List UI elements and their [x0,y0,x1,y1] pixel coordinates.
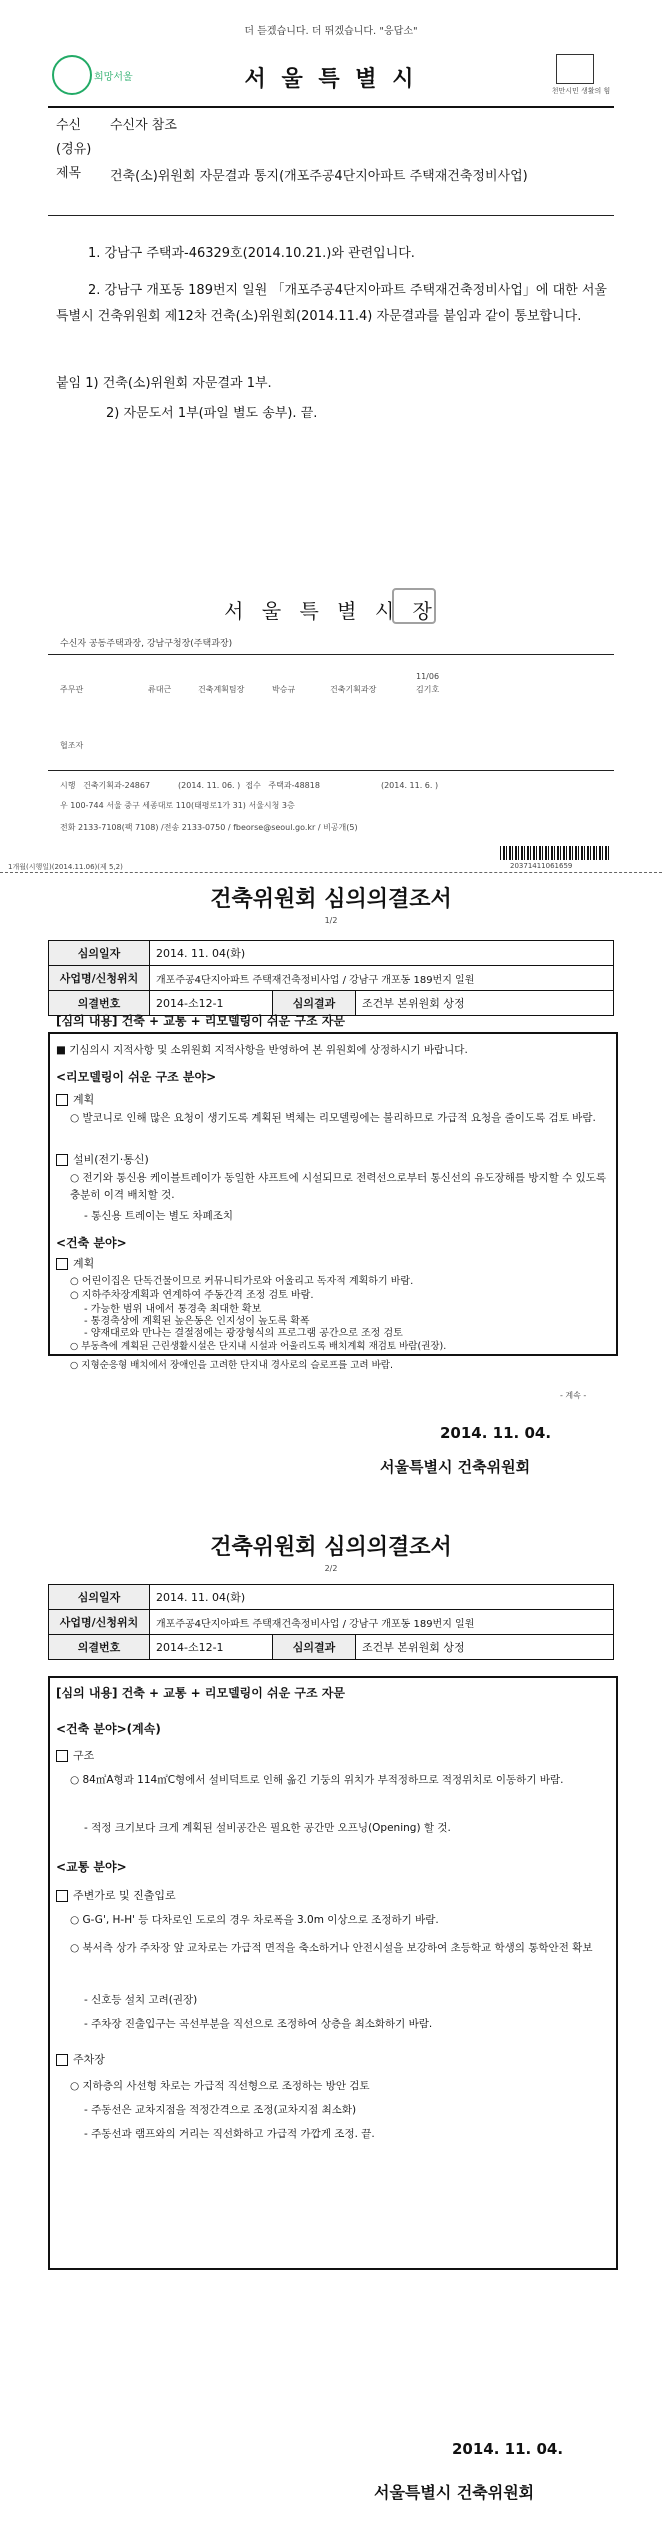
list-item: ○ 지하주차장계획과 연계하여 주동간격 조정 검토 바람. [70,1290,314,1301]
list-item: ○ 지형순응형 배치에서 장애인을 고려한 단지내 경사로의 슬로프를 고려 바람. [70,1360,393,1371]
list-item: ○ 84㎡A형과 114㎡C형에서 설비덕트로 인해 옮긴 기둥의 위치가 부적정하므로 적정위치로 이동하기 바람. [70,1774,564,1786]
table-row [49,1635,614,1660]
cell-value: 2014-소12-1 [150,1635,273,1660]
page2-committee: 서울특별시 건축위원회 [374,2483,535,2502]
barcode-icon [500,846,610,860]
cell-value: 조건부 본위원회 상정 [356,1635,614,1660]
page-divider [0,872,662,873]
sig-rule-2 [48,770,614,771]
staff-role-2: 건축계획팀장 [198,685,245,694]
address-line: 우 100-744 서울 중구 세종대로 110(태평로1가 31) 서울시청 3층 [60,801,295,810]
staff-name-1: 류대근 [148,685,172,694]
cooperator: 협조자 [60,741,84,750]
list-item: ○ 전기와 통신용 케이블트레이가 동일한 샤프트에 시설되므로 전력선으로부터 통신선의 유도장해를 방지할 수 있도록 충분히 이격 배치할 것. [70,1172,607,1201]
cell-label: 심의결과 [273,991,356,1016]
page1-date: 2014. 11. 04. [440,1424,552,1442]
table-row [49,966,614,991]
staff-date: 11/06 [416,672,440,681]
checkbox-icon [56,1890,68,1902]
list-item: - 통경축상에 계획된 높은동은 인지성이 높도록 확폭 [84,1316,310,1327]
table-row [49,1585,614,1610]
recipient: 수신자 참조 [110,118,177,133]
cell-value: 2014. 11. 04(화) [150,941,614,966]
checkbox-icon [56,1258,68,1270]
list-item: - 주차장 진출입구는 곡선부분을 직선으로 조정하여 상층을 최소화하기 바람. [84,2018,433,2030]
list-item: - 적정 크기보다 크게 계획된 설비공간은 필요한 공간만 오프닝(Opening) 할 것. [84,1822,451,1834]
checkbox-icon [56,1750,68,1762]
barcode-id: 20371411061659 [510,862,573,870]
cell-value: 조건부 본위원회 상정 [356,991,614,1016]
page1-intro: ■ 기심의시 지적사항 및 소위원회 지적사항을 반영하여 본 위원회에 상정하시기 바랍니다. [56,1044,468,1056]
org-title: 서 울 특 별 시 [244,67,418,92]
list-item: ○ 북서측 상가 주차장 앞 교차로는 가급적 면적을 축소하거나 안전시설을 보강하여 초등학교 학생의 통학안전 확보 [70,1942,593,1954]
recipients: 수신자 공동주택과장, 강남구청장(주택과장) [60,639,233,649]
list-item: ○ 발코니로 인해 많은 요청이 생기도록 계획된 벽체는 리모델링에는 불리하므로 가급적 요청을 줄이도록 검토 바람. [70,1112,596,1124]
page1-section-heading: <리모델링이 쉬운 구조 분야> [56,1070,217,1084]
list-item: - 양재대로와 만나는 결절점에는 광장형식의 프로그램 공간으로 조정 검토 [84,1328,403,1339]
page2-number: 2/2 [324,1564,338,1573]
staff-name-3: 김기호 [416,685,440,694]
subject-rule [48,215,614,216]
page1-subsection: 계획 [56,1254,94,1274]
page1-subsection: 설비(전기·통신) [56,1150,149,1170]
page1-number: 1/2 [324,916,338,925]
page1-continue: - 계속 - [560,1391,587,1400]
para-2: 2. 강남구 개포동 189번지 일원 「개포주공4단지아파트 주택재건축정비사업」에 대한 서울특별시 건축위원회 제12차 건축(소)위원회(2014.11.4) 자문결과를 붙임과 같이 통보합니다. [56,283,607,324]
page2-info-table [48,1584,614,1660]
cell-label: 사업명/신청위치 [49,1610,150,1635]
motto: 더 듣겠습니다. 더 뛰겠습니다. "응답소" [244,26,418,37]
staff-role-3: 건축기획과장 [330,685,377,694]
right-logo-text: 천만시민 생활의 힘 [551,87,611,95]
staff-name-2: 박승규 [272,685,296,694]
list-item: - 통신용 트레이는 별도 차폐조치 [84,1210,233,1222]
list-item: ○ 부동측에 계획된 근린생활시설은 단지내 시설과 어울리도록 배치계획 재검토 바람(권장). [70,1341,447,1352]
staff-role-1: 주무관 [60,685,84,694]
attachment-2: 2) 자문도서 1부(파일 별도 송부). 끝. [106,406,318,421]
checkbox-icon [56,1094,68,1106]
page2-subsection: 주변가로 및 진출입로 [56,1886,176,1906]
list-item: - 신호등 설치 고려(권장) [84,1994,198,2006]
list-item: ○ 어린이집은 단독건물이므로 커뮤니티가로와 어울리고 독자적 계획하기 바람. [70,1276,414,1287]
via-label: (경유) [56,142,92,157]
sig-rule-1 [48,654,614,655]
city-emblem-icon [556,54,594,84]
cell-label: 심의일자 [49,1585,150,1610]
list-item: ○ G-G', H-H' 등 다차로인 도로의 경우 차로폭을 3.0m 이상으로 조정하기 바람. [70,1914,439,1926]
cell-label: 심의결과 [273,1635,356,1660]
checkbox-icon [56,2054,68,2066]
cell-label: 의결번호 [49,1635,150,1660]
phone-line: 전화 2133-7108(팩 7108) /전송 2133-0750 / fbeorse@seoul.go.kr / 비공개(5) [60,823,358,832]
mayor-seal-icon [392,588,436,624]
table-row [49,1610,614,1635]
subject: 건축(소)위원회 자문결과 통지(개포주공4단지아파트 주택재건축정비사업) [110,169,528,184]
cell-value: 개포주공4단지아파트 주택재건축정비사업 / 강남구 개포동 189번지 일원 [150,966,614,991]
page2-date: 2014. 11. 04. [452,2440,564,2458]
page2-section-heading: <교통 분야> [56,1860,127,1874]
cell-label: 심의일자 [49,941,150,966]
page1-title: 건축위원회 심의의결조서 [210,887,452,912]
page2-subsection: 주차장 [56,2050,105,2070]
page1-subsection: 계획 [56,1090,94,1110]
cell-value: 개포주공4단지아파트 주택재건축정비사업 / 강남구 개포동 189번지 일원 [150,1610,614,1635]
list-item: - 가능한 범위 내에서 통경축 최대한 확보 [84,1304,262,1315]
page2-title: 건축위원회 심의의결조서 [210,1535,452,1560]
cell-value: 2014-소12-1 [150,991,273,1016]
page2-subsection: 구조 [56,1746,94,1766]
letter-rule [48,106,614,108]
footer-id: 1개월(시행일)(2014.11.06)(제 5,2) [8,863,123,871]
cell-value: 2014. 11. 04(화) [150,1585,614,1610]
left-logo-text: 희망서울 [94,72,133,83]
signature-org: 서 울 특 별 시 장 [224,599,438,623]
cell-label: 사업명/신청위치 [49,966,150,991]
list-item: - 주동선과 램프와의 거리는 직선화하고 가급적 가깝게 조정. 끝. [84,2128,375,2140]
list-item: - 주동선은 교차지점을 적정간격으로 조정(교차지점 최소화) [84,2104,357,2116]
cell-label: 의결번호 [49,991,150,1016]
page2-section-heading: <건축 분야>(계속) [56,1722,161,1736]
enforce-line: 시행 건축기획과-24867 (2014. 11. 06. ) 접수 주택과-48818 (2014. 11. 6. ) [60,781,439,790]
subject-label: 제목 [56,166,82,181]
list-item: ○ 지하층의 사선형 차로는 가급적 직선형으로 조정하는 방안 검토 [70,2080,370,2092]
page2-content-title: [심의 내용] 건축 + 교통 + 리모델링이 쉬운 구조 자문 [56,1686,345,1700]
page1-committee: 서울특별시 건축위원회 [380,1458,531,1476]
recipient-label: 수신 [56,118,82,133]
table-row [49,941,614,966]
page1-section-heading: <건축 분야> [56,1236,127,1250]
page2-content-box [48,1676,618,2270]
para-1: 1. 강남구 주택과-46329호(2014.10.21.)와 관련입니다. [88,246,415,261]
checkbox-icon [56,1154,68,1166]
attachment-1: 붙임 1) 건축(소)위원회 자문결과 1부. [56,376,272,391]
page1-info-table [48,940,614,1016]
page1-content-title: [심의 내용] 건축 + 교통 + 리모델링이 쉬운 구조 자문 [56,1014,345,1028]
